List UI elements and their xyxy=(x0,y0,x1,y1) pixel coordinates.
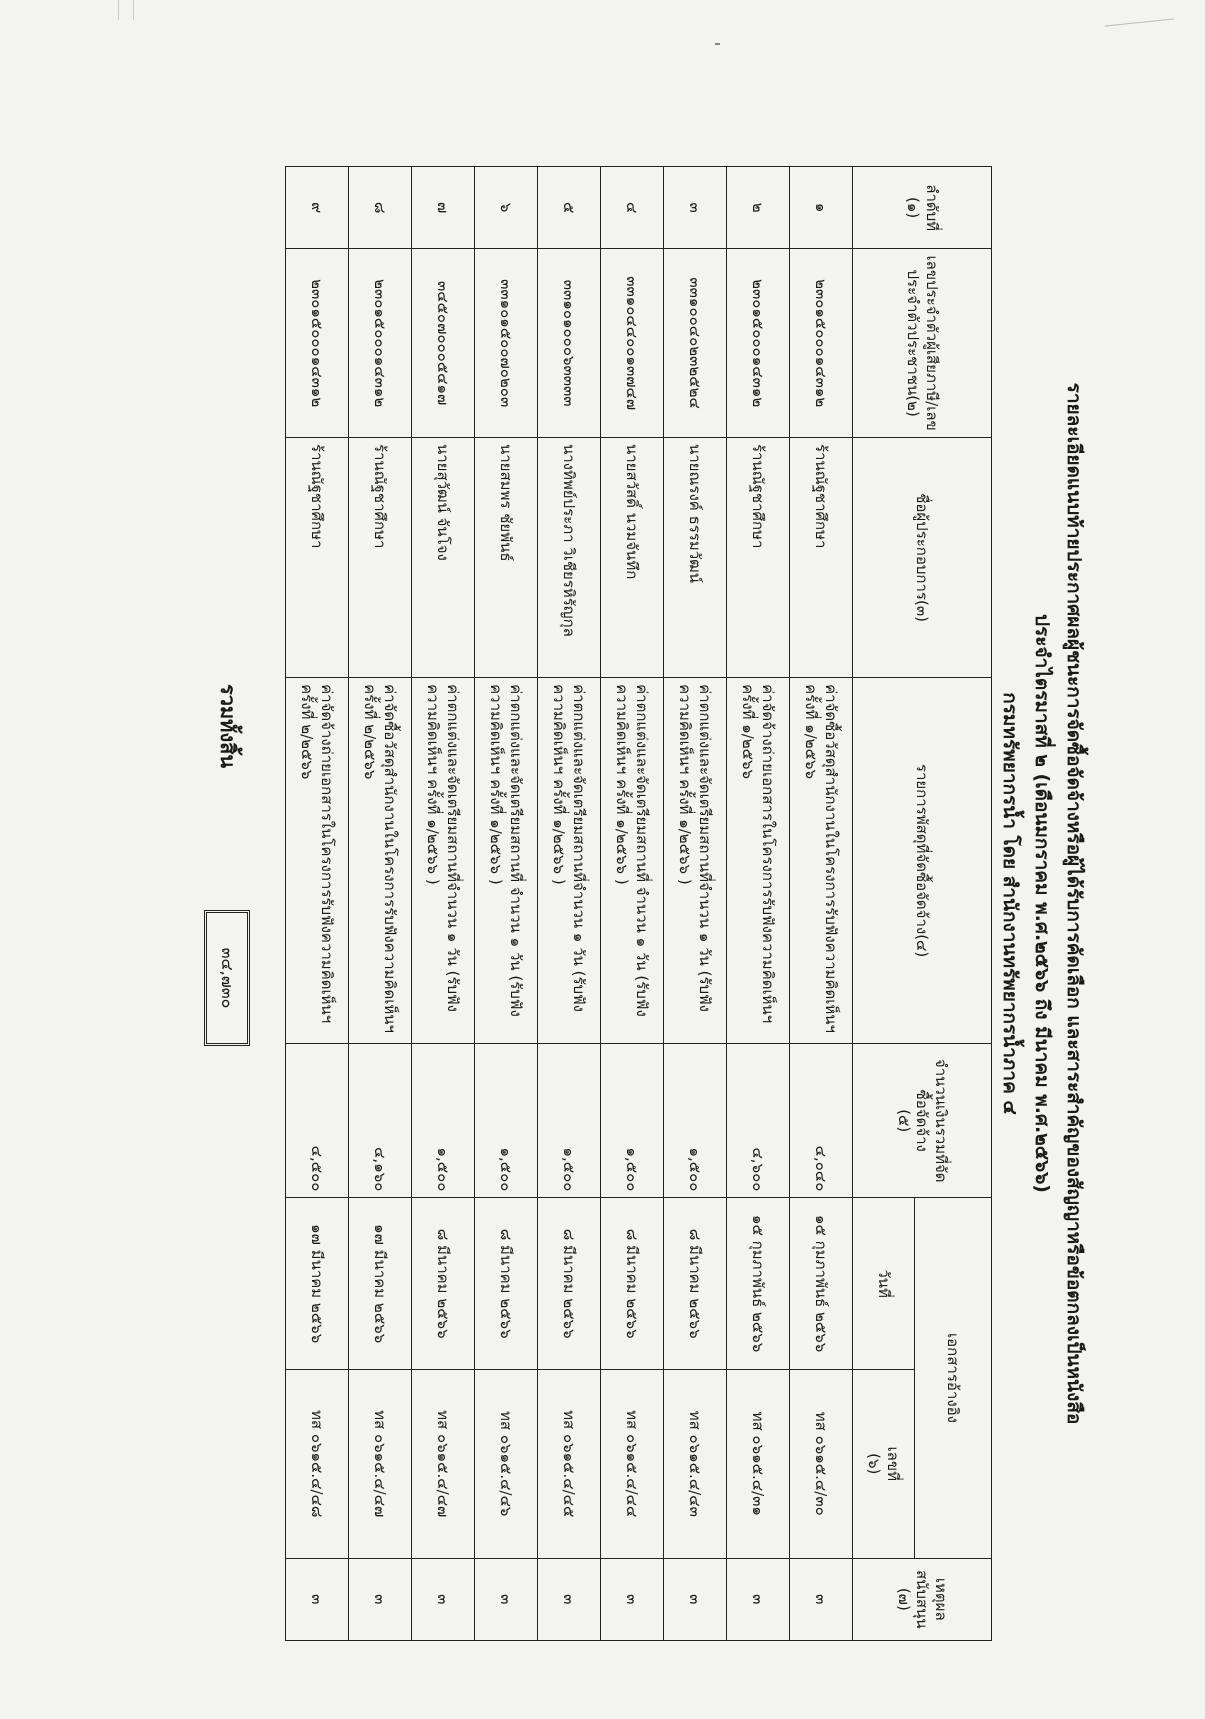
cell-tax-id: ๒๓๐๑๕๐๐๐๑๔๓๑๒ xyxy=(790,249,853,438)
cell-tax-id: ๓๓๑๐๑๕๐๐๗๐๒๐๓ xyxy=(475,249,538,438)
cell-amount: ๔,๖๐๐ xyxy=(727,1044,790,1198)
cell-vendor: ร้านณัฐชาศึกษา xyxy=(727,438,790,678)
cell-ref-date: ๘ มีนาคม ๒๕๖๖ xyxy=(538,1198,601,1370)
cell-ref-no: ทส ๐๖๑๕.๔/๔๕ xyxy=(538,1369,601,1558)
cell-vendor: นายสุวัฒน์ จันโจง xyxy=(412,438,475,678)
cell-amount: ๑,๕๐๐ xyxy=(538,1044,601,1198)
total-row xyxy=(198,166,250,1641)
table-row xyxy=(790,167,853,1641)
cell-vendor: นายสวัสดิ์ นวมจันทึก xyxy=(601,438,664,678)
cell-amount: ๔,๕๐๐ xyxy=(286,1044,349,1198)
cell-no: ๕ xyxy=(538,167,601,249)
cell-no: ๓ xyxy=(664,167,727,249)
table-row xyxy=(349,167,412,1641)
cell-no: ๒ xyxy=(727,167,790,249)
cell-ref-date: ๘ มีนาคม ๒๕๖๖ xyxy=(664,1198,727,1370)
col-header-no: ลำดับที่ (๑) xyxy=(853,167,992,249)
scan-smudge xyxy=(1105,18,1176,34)
cell-reason: ๓ xyxy=(475,1558,538,1640)
cell-vendor: ร้านณัฐชาศึกษา xyxy=(349,438,412,678)
table-row xyxy=(664,167,727,1641)
cell-ref-no: ทส ๐๖๑๕.๔/๔๓ xyxy=(664,1369,727,1558)
table-row xyxy=(538,167,601,1641)
col-header-item: รายการพัสดุที่จัดซื้อจัดจ้าง(๔) xyxy=(853,678,992,1044)
col-header-ref-date: วันที่ xyxy=(853,1198,915,1370)
table-row xyxy=(412,167,475,1641)
cell-reason: ๓ xyxy=(664,1558,727,1640)
report-title: รายละเอียดแนบท้ายประกาศผลผู้ชนะการจัดซื้อจัดจ้างหรือผู้ได้รับการคัดเลือก และสาระสำคัญของสัญญาหรือข้อตกลงเป็นหนังสือ xyxy=(1063,382,1085,1425)
cell-reason: ๓ xyxy=(601,1558,664,1640)
table-row xyxy=(286,167,349,1641)
table-row xyxy=(601,167,664,1641)
cell-item: ค่าตกแต่งและจัดเตรียมสถานที่จำนวน ๑ วัน (รับฟังความคิดเห็นฯ ครั้งที่ ๑/๒๕๖๖ ) xyxy=(538,678,601,1044)
scan-edge-mark xyxy=(118,0,134,20)
cell-ref-no: ทส ๐๖๑๕.๔/๔๗ xyxy=(412,1369,475,1558)
col-header-vendor: ชื่อผู้ประกอบการ(๓) xyxy=(853,438,992,678)
cell-vendor: นายสมพร ชัยพันธ์ xyxy=(475,438,538,678)
cell-amount: ๔,๑๖๐ xyxy=(349,1044,412,1198)
cell-reason: ๓ xyxy=(286,1558,349,1640)
table-row xyxy=(727,167,790,1641)
cell-item: ค่าตกแต่งและจัดเตรียมสถานที่ จำนวน ๑ วัน (รับฟังความคิดเห็นฯ ครั้งที่ ๑/๒๕๖๖ ) xyxy=(601,678,664,1044)
cell-tax-id: ๓๓๑๐๐๔๐๒๓๒๕๒๔ xyxy=(664,249,727,438)
total-value: ๓๔,๗๓๐ xyxy=(204,910,250,1046)
cell-vendor: ร้านณัฐชาศึกษา xyxy=(286,438,349,678)
col-header-ref-no: เลขที่ (๖) xyxy=(853,1369,915,1558)
scan-speck xyxy=(715,43,720,45)
cell-amount: ๑,๕๐๐ xyxy=(601,1044,664,1198)
cell-vendor: นางทิพย์ประภา วิเชียรหิรัญกุล xyxy=(538,438,601,678)
cell-reason: ๓ xyxy=(727,1558,790,1640)
cell-tax-id: ๒๓๐๑๕๐๐๐๑๔๓๑๒ xyxy=(349,249,412,438)
cell-ref-no: ทส ๐๖๑๕.๔/๓๑ xyxy=(727,1369,790,1558)
cell-vendor: ร้านณัฐชาศึกษา xyxy=(790,438,853,678)
cell-no: ๔ xyxy=(601,167,664,249)
cell-amount: ๑,๕๐๐ xyxy=(475,1044,538,1198)
report-period: ประจำไตรมาสที่ ๒ (เดือนมกราคม พ.ศ.๒๕๖๖ ถึง มีนาคม พ.ศ.๒๕๖๖) xyxy=(1031,614,1053,1193)
cell-ref-date: ๘ มีนาคม ๒๕๖๖ xyxy=(475,1198,538,1370)
cell-ref-date: ๘ มีนาคม ๒๕๖๖ xyxy=(601,1198,664,1370)
cell-ref-date: ๑๗ มีนาคม ๒๕๖๖ xyxy=(349,1198,412,1370)
report-agency: กรมทรัพยากรน้ำ โดย สำนักงานทรัพยากรน้ำภาค ๔ xyxy=(999,692,1021,1115)
cell-tax-id: ๒๓๐๑๕๐๐๐๑๔๓๑๒ xyxy=(727,249,790,438)
procurement-report-sheet xyxy=(115,166,1095,1641)
cell-reason: ๓ xyxy=(349,1558,412,1640)
cell-tax-id: ๒๓๐๑๕๐๐๐๑๔๓๑๒ xyxy=(286,249,349,438)
cell-no: ๗ xyxy=(412,167,475,249)
procurement-table xyxy=(285,166,992,1641)
cell-item: ค่าตกแต่งและจัดเตรียมสถานที่ จำนวน ๑ วัน (รับฟังความคิดเห็นฯ ครั้งที่ ๑/๒๕๖๖ ) xyxy=(475,678,538,1044)
col-header-tax-id: เลขประจำตัวผู้เสียภาษี/เลขประจำตัวประชาชน(๒) xyxy=(853,249,992,438)
cell-ref-date: ๑๗ มีนาคม ๒๕๖๖ xyxy=(286,1198,349,1370)
cell-item: ค่าตกแต่งและจัดเตรียมสถานที่จำนวน ๑ วัน (รับฟังความคิดเห็นฯ ครั้งที่ ๑/๒๕๖๖ ) xyxy=(412,678,475,1044)
cell-ref-no: ทส ๐๖๑๕.๔/๔๖ xyxy=(475,1369,538,1558)
cell-ref-date: ๑๕ กุมภาพันธ์ ๒๕๖๖ xyxy=(790,1198,853,1370)
col-header-amount: จำนวนเงินรวมที่จัดซื้อจัดจ้าง (๕) xyxy=(853,1044,992,1198)
cell-tax-id: ๓๓๑๐๔๔๐๐๑๓๗๔๗ xyxy=(601,249,664,438)
cell-amount: ๔,๐๔๐ xyxy=(790,1044,853,1198)
cell-reason: ๓ xyxy=(538,1558,601,1640)
cell-amount: ๑,๕๐๐ xyxy=(664,1044,727,1198)
cell-no: ๑ xyxy=(790,167,853,249)
cell-tax-id: ๓๔๕๐๗๐๐๐๕๔๑๗ xyxy=(412,249,475,438)
cell-ref-date: ๑๕ กุมภาพันธ์ ๒๕๖๖ xyxy=(727,1198,790,1370)
cell-ref-no: ทส ๐๖๑๕.๔/๔๘ xyxy=(286,1369,349,1558)
total-label: รวมทั้งสิ้น xyxy=(216,684,240,768)
table-row xyxy=(475,167,538,1641)
cell-ref-date: ๘ มีนาคม ๒๕๖๖ xyxy=(412,1198,475,1370)
cell-item: ค่าจัดจ้างถ่ายเอกสารในโครงการรับฟังความคิดเห็นฯ ครั้งที่ ๑/๒๕๖๖ xyxy=(727,678,790,1044)
cell-no: ๘ xyxy=(349,167,412,249)
cell-item: ค่าจัดจ้างถ่ายเอกสารในโครงการรับฟังความคิดเห็นฯ ครั้งที่ ๒/๒๕๖๖ xyxy=(286,678,349,1044)
cell-no: ๙ xyxy=(286,167,349,249)
cell-ref-no: ทส ๐๖๑๕.๔/๔๗ xyxy=(349,1369,412,1558)
col-header-reference: เอกสารอ้างอิง xyxy=(915,1198,992,1558)
cell-vendor: นายณรงค์ ธรรมวัฒน์ xyxy=(664,438,727,678)
cell-reason: ๓ xyxy=(412,1558,475,1640)
cell-item: ค่าจัดซื้อวัสดุสำนักงานในโครงการรับฟังความคิดเห็นฯ ครั้งที่ ๒/๒๕๖๖ xyxy=(349,678,412,1044)
cell-amount: ๑,๕๐๐ xyxy=(412,1044,475,1198)
cell-tax-id: ๓๓๑๐๑๐๐๐๖๓๓๓๓ xyxy=(538,249,601,438)
cell-ref-no: ทส ๐๖๑๕.๔/๓๐ xyxy=(790,1369,853,1558)
col-header-reason: เหตุผลสนับสนุน (๗) xyxy=(853,1558,992,1640)
cell-item: ค่าจัดซื้อวัสดุสำนักงานในโครงการรับฟังความคิดเห็นฯ ครั้งที่ ๑/๒๕๖๖ xyxy=(790,678,853,1044)
cell-ref-no: ทส ๐๖๑๕.๔/๔๔ xyxy=(601,1369,664,1558)
cell-item: ค่าตกแต่งและจัดเตรียมสถานที่จำนวน ๑ วัน (รับฟังความคิดเห็นฯ ครั้งที่ ๑/๒๕๖๖ ) xyxy=(664,678,727,1044)
cell-no: ๖ xyxy=(475,167,538,249)
cell-reason: ๓ xyxy=(790,1558,853,1640)
